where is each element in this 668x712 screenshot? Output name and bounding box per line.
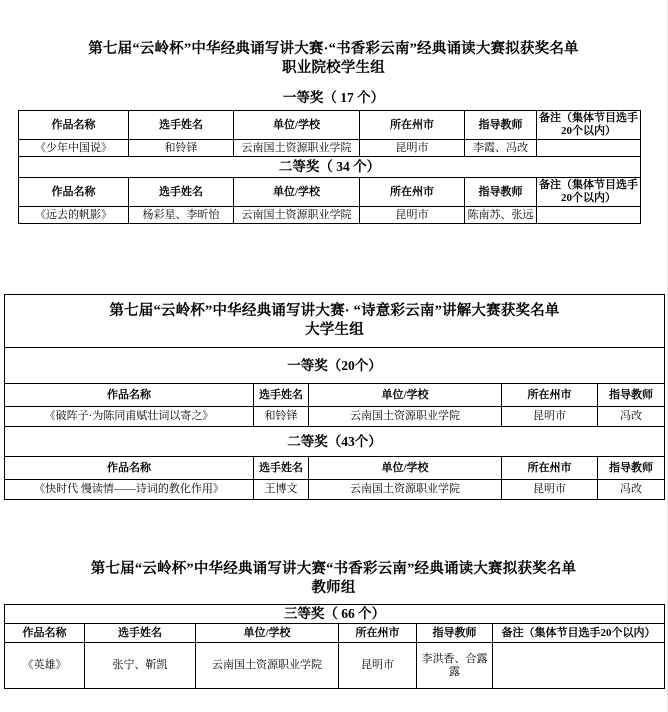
column-header: 所在州市 xyxy=(502,457,598,480)
section2-title-line2: 大学生组 xyxy=(305,322,364,338)
teacher-cell: 陈南苏、张远 xyxy=(465,207,537,224)
work-title-cell: 《快时代 慢读情——诗词的教化作用》 xyxy=(5,480,254,500)
work-title-cell: 《英雄》 xyxy=(5,643,85,689)
teacher-cell: 冯改 xyxy=(598,407,665,427)
column-header: 选手姓名 xyxy=(254,457,309,480)
city-cell: 昆明市 xyxy=(502,407,598,427)
school-cell: 云南国土资源职业学院 xyxy=(309,407,502,427)
work-title-cell: 《破阵子·为陈同甫赋壮词以寄之》 xyxy=(5,407,254,427)
section2-header-row-2 xyxy=(5,457,665,480)
column-header: 作品名称 xyxy=(5,384,254,407)
city-cell: 昆明市 xyxy=(360,207,465,224)
school-cell: 云南国土资源职业学院 xyxy=(309,480,502,500)
section1-award1-label: 一等奖（ 17 个） xyxy=(282,90,385,105)
section3-award-table xyxy=(4,604,665,689)
contestant-cell: 王博文 xyxy=(254,480,309,500)
award-divider-row xyxy=(5,427,665,457)
section1-award2-label: 二等奖（ 34 个） xyxy=(19,157,641,178)
section3-title-line1: 第七届“云岭杯”中华经典诵写讲大赛“书香彩云南”经典诵读大赛拟获奖名单 xyxy=(90,561,577,577)
award-divider-row xyxy=(5,605,665,624)
section2-title xyxy=(5,295,665,348)
award-divider-row xyxy=(5,348,665,384)
column-header: 作品名称 xyxy=(19,178,129,207)
remark-cell xyxy=(537,207,641,224)
section2-title-line1: 第七届“云岭杯”中华经典诵写讲大赛· “诗意彩云南”讲解大赛获奖名单 xyxy=(109,303,560,319)
work-title-cell: 《远去的帆影》 xyxy=(19,207,129,224)
section2-header-row-1 xyxy=(5,384,665,407)
city-cell: 昆明市 xyxy=(339,643,417,689)
section1-award-table xyxy=(18,110,641,224)
column-header: 备注（集体节目选手20个以内） xyxy=(493,624,665,643)
table-row xyxy=(19,140,641,157)
school-cell: 云南国土资源职业学院 xyxy=(234,140,360,157)
column-header: 单位/学校 xyxy=(309,384,502,407)
section2-award1-label: 一等奖（20个） xyxy=(5,348,665,384)
column-header: 指导教师 xyxy=(598,384,665,407)
column-header: 选手姓名 xyxy=(129,111,234,140)
teacher-cell: 冯改 xyxy=(598,480,665,500)
column-header: 所在州市 xyxy=(360,178,465,207)
column-header: 单位/学校 xyxy=(234,111,360,140)
column-header: 作品名称 xyxy=(5,457,254,480)
section1-header-row-1 xyxy=(19,111,641,140)
city-cell: 昆明市 xyxy=(360,140,465,157)
column-header: 单位/学校 xyxy=(196,624,339,643)
column-header: 所在州市 xyxy=(360,111,465,140)
section3-title xyxy=(0,560,667,598)
school-cell: 云南国土资源职业学院 xyxy=(196,643,339,689)
table-row xyxy=(5,643,665,689)
city-cell: 昆明市 xyxy=(502,480,598,500)
section3-award-label: 三等奖（ 66 个） xyxy=(5,605,665,624)
contestant-cell: 和铃铎 xyxy=(129,140,234,157)
award-divider-row xyxy=(19,157,641,178)
section1-title-line1: 第七届“云岭杯”中华经典诵写讲大赛·“书香彩云南”经典诵读大赛拟获奖名单 xyxy=(88,41,579,57)
section2-title-row xyxy=(5,295,665,348)
column-header: 所在州市 xyxy=(502,384,598,407)
column-header: 单位/学校 xyxy=(234,178,360,207)
table-row xyxy=(5,407,665,427)
section2-award-table xyxy=(4,294,665,500)
column-header: 选手姓名 xyxy=(129,178,234,207)
column-header: 单位/学校 xyxy=(309,457,502,480)
column-header: 作品名称 xyxy=(5,624,85,643)
section1-title-line2: 职业院校学生组 xyxy=(282,60,385,76)
column-header: 指导教师 xyxy=(417,624,493,643)
contestant-cell: 杨彩星、李昕怡 xyxy=(129,207,234,224)
school-cell: 云南国土资源职业学院 xyxy=(234,207,360,224)
teacher-cell: 李霞、冯改 xyxy=(465,140,537,157)
column-header: 所在州市 xyxy=(339,624,417,643)
contestant-cell: 张宁、靳凯 xyxy=(85,643,196,689)
section1-header-row-2 xyxy=(19,178,641,207)
column-header: 作品名称 xyxy=(19,111,129,140)
work-title-cell: 《少年中国说》 xyxy=(19,140,129,157)
remark-cell xyxy=(493,643,665,689)
column-header: 备注（集体节目选手20个以内） xyxy=(537,111,641,140)
column-header: 选手姓名 xyxy=(254,384,309,407)
column-header: 指导教师 xyxy=(598,457,665,480)
teacher-cell: 李洪香、合露露 xyxy=(417,643,493,689)
column-header: 选手姓名 xyxy=(85,624,196,643)
column-header: 指导教师 xyxy=(465,178,537,207)
section1-title xyxy=(0,40,667,78)
column-header: 备注（集体节目选手20个以内） xyxy=(537,178,641,207)
table-row xyxy=(5,480,665,500)
section2-award2-label: 二等奖（43个） xyxy=(5,427,665,457)
column-header: 指导教师 xyxy=(465,111,537,140)
remark-cell xyxy=(537,140,641,157)
table-row xyxy=(19,207,641,224)
contestant-cell: 和铃铎 xyxy=(254,407,309,427)
section3-title-line2: 教师组 xyxy=(311,580,356,596)
section3-header-row xyxy=(5,624,665,643)
